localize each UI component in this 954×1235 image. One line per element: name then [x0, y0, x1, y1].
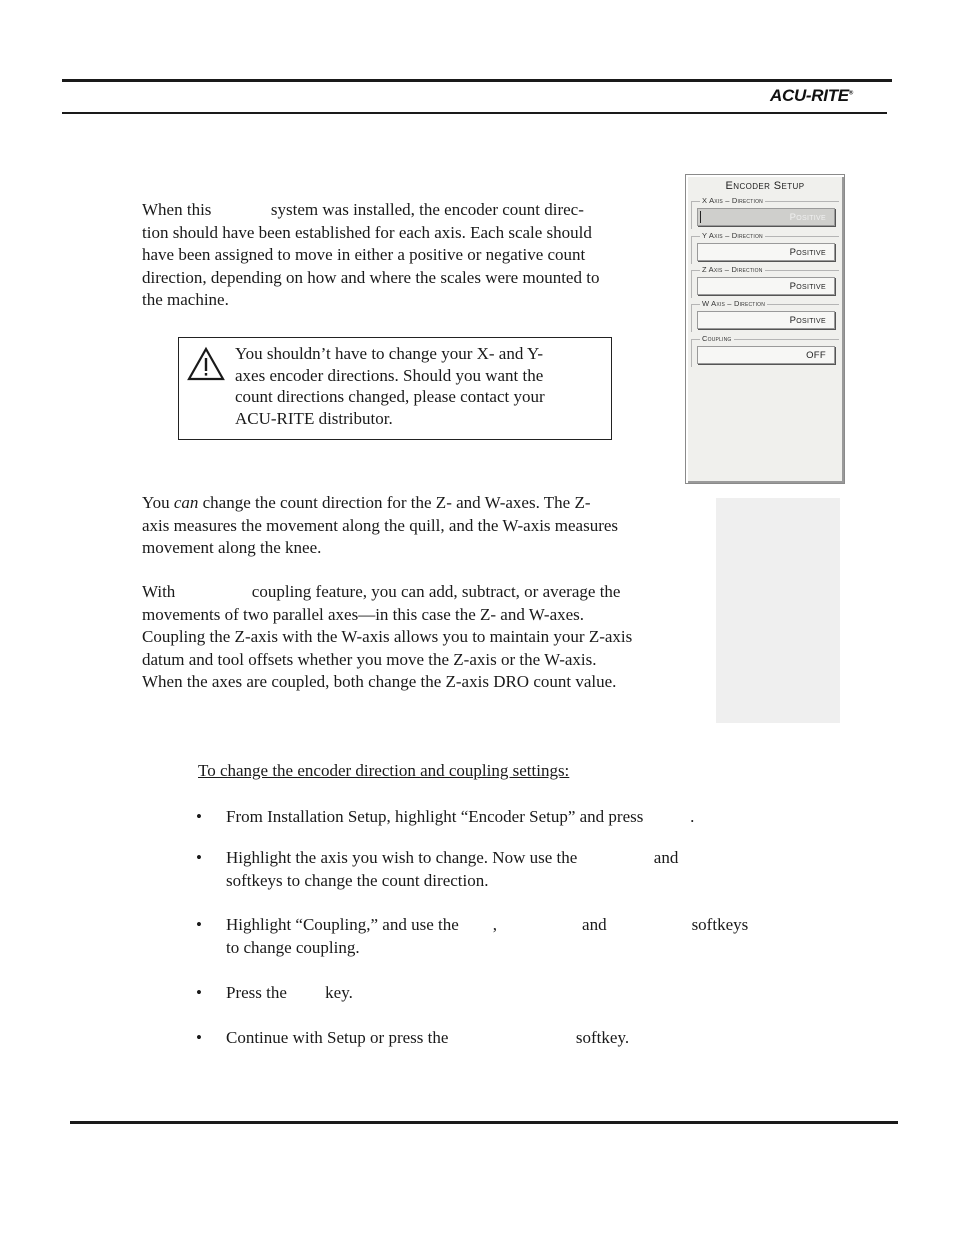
- text-cursor: [700, 211, 701, 223]
- text-line: ACU-RITE distributor.: [235, 409, 393, 429]
- text-line: tion should have been established for each axis. Each scale should: [142, 222, 592, 242]
- field-value: Positive: [789, 315, 826, 326]
- text-line: movements of two parallel axes—in this case the Z- and W-axes.: [142, 604, 585, 624]
- text-line: the machine.: [142, 290, 229, 310]
- field-label: Y Axis – Direction: [702, 231, 763, 240]
- warning-triangle-icon: [187, 346, 225, 382]
- step-text: [226, 982, 841, 1005]
- step-text: [226, 914, 841, 959]
- step-text: [226, 1027, 841, 1050]
- text-line: to change coupling.: [226, 937, 360, 957]
- field-label: Coupling: [702, 334, 732, 343]
- bullet-mark: •: [196, 807, 202, 826]
- screen-title: Encoder Setup: [725, 180, 805, 192]
- text-line: softkeys to change the count direction.: [226, 870, 489, 890]
- text-line: axes encoder directions. Should you want the: [235, 365, 544, 385]
- step-text: [226, 806, 841, 829]
- field-label: W Axis – Direction: [702, 299, 766, 308]
- text-line: change the count direction for the Z- and W-axes. The Z-: [198, 493, 591, 512]
- text-line: From Installation Setup, highlight “Encoder Setup” and press .: [226, 807, 695, 826]
- field-z-axis-direction[interactable]: [691, 265, 839, 298]
- field-value-box[interactable]: [697, 311, 835, 329]
- encoder-setup-screen: [685, 174, 845, 484]
- gray-image-placeholder: [716, 498, 840, 723]
- text-line: You: [142, 493, 174, 512]
- text-line: Highlight the axis you wish to change. Now use the and: [226, 848, 679, 867]
- field-value: OFF: [806, 350, 826, 361]
- text-line: have been assigned to move in either a positive or negative count: [142, 245, 586, 265]
- footer-rule: [70, 1121, 898, 1124]
- text-line: axis measures the movement along the quill, and the W-axis measures: [142, 515, 619, 535]
- field-value: Positive: [789, 281, 826, 292]
- field-value: Positive: [789, 247, 826, 258]
- text-line: Press the key.: [226, 983, 353, 1002]
- field-label: X Axis – Direction: [702, 196, 763, 205]
- text-line: direction, depending on how and where the scales were mounted to: [142, 267, 600, 287]
- encoder-intro-paragraph: [142, 199, 662, 312]
- text-line: count directions changed, please contact your: [235, 387, 545, 407]
- text-line: Coupling the Z-axis with the W-axis allows you to maintain your Z-axis: [142, 627, 633, 647]
- header-top-rule: [62, 79, 892, 82]
- bullet-mark: •: [196, 915, 202, 934]
- field-value-box[interactable]: [697, 277, 835, 295]
- step-text: [226, 847, 841, 892]
- procedure-title: To change the encoder direction and coupling settings:: [198, 761, 570, 780]
- text-line: datum and tool offsets whether you move the Z-axis or the W-axis.: [142, 649, 597, 669]
- emphasis-text: can: [173, 493, 199, 512]
- coupling-paragraph: [142, 581, 702, 694]
- acu-rite-logo: ACU-RITE®: [770, 86, 853, 105]
- bullet-mark: •: [196, 983, 202, 1002]
- field-label: Z Axis – Direction: [702, 265, 763, 274]
- text-line: Continue with Setup or press the softkey.: [226, 1028, 630, 1047]
- text-line: When the axes are coupled, both change the Z-axis DRO count value.: [142, 672, 617, 692]
- text-line: movement along the knee.: [142, 538, 322, 558]
- zw-axes-paragraph: [142, 492, 702, 560]
- header-bottom-rule: [62, 112, 887, 114]
- field-value: Positive: [789, 212, 826, 223]
- text-line: With coupling feature, you can add, subtract, or average the: [142, 582, 621, 601]
- field-value-box[interactable]: [697, 208, 835, 226]
- text-line: Highlight “Coupling,” and use the , and softkeys: [226, 915, 749, 934]
- bullet-mark: •: [196, 848, 202, 867]
- field-w-axis-direction[interactable]: [691, 299, 839, 332]
- warning-box: [178, 337, 612, 440]
- bullet-mark: •: [196, 1028, 202, 1047]
- text-line: You shouldn’t have to change your X- and Y-: [235, 344, 544, 363]
- field-y-axis-direction[interactable]: [691, 231, 839, 264]
- field-value-box[interactable]: [697, 346, 835, 364]
- warning-text: [235, 343, 595, 430]
- text-line: When this system was installed, the encoder count direc-: [142, 200, 584, 219]
- field-coupling[interactable]: [691, 334, 839, 367]
- field-x-axis-direction[interactable]: [691, 196, 839, 229]
- field-value-box[interactable]: [697, 243, 835, 261]
